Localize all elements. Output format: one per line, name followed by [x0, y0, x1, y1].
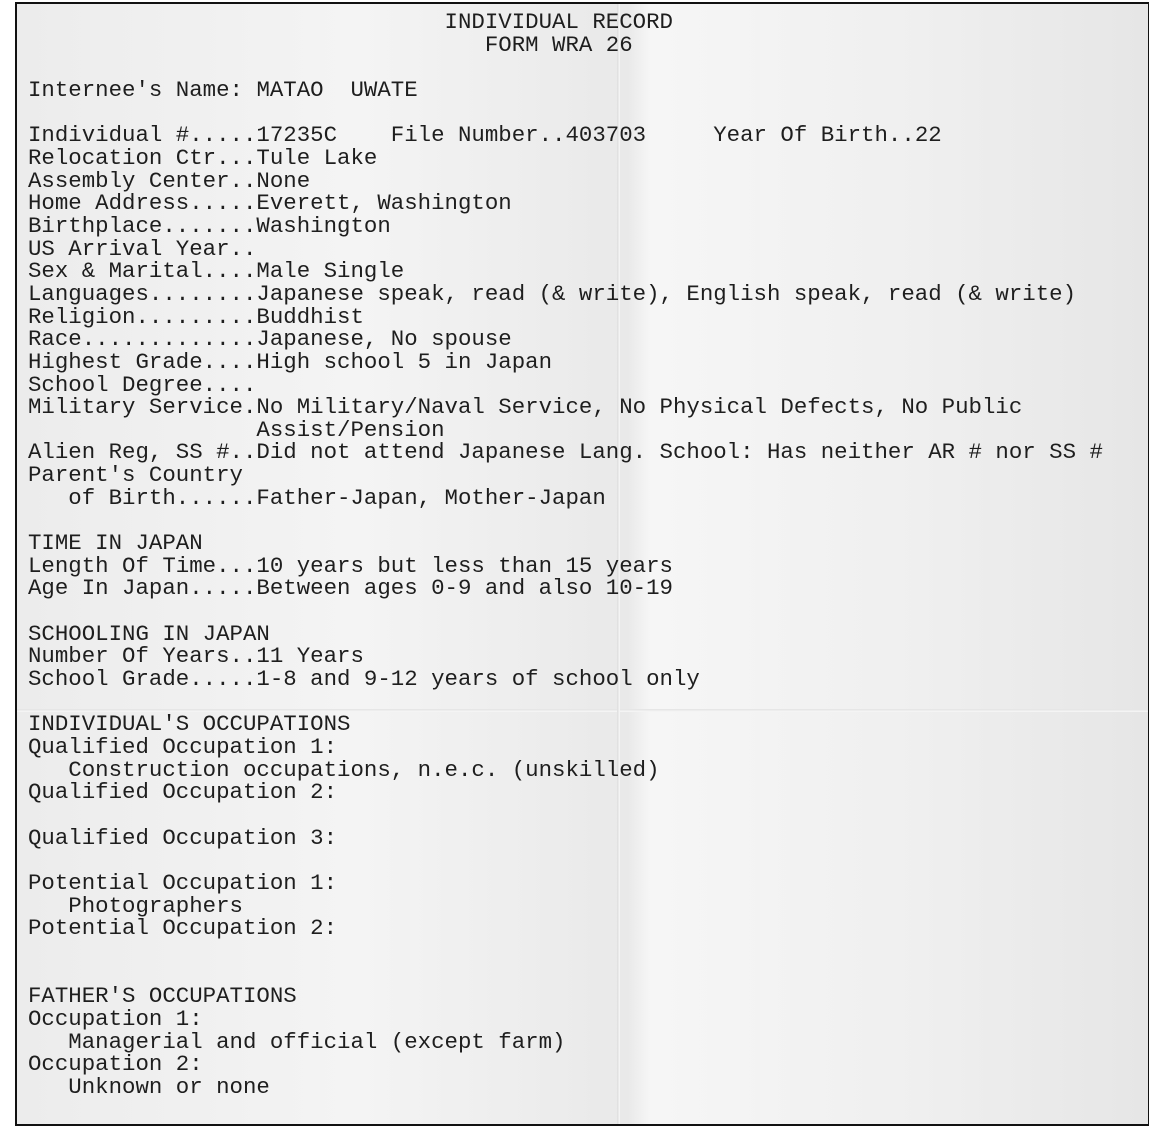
name-label: Internee's Name:: [28, 76, 243, 103]
individual-value: 17235C: [256, 122, 338, 149]
field-line: [28, 371, 1138, 398]
field-value: 11 Years: [256, 643, 364, 670]
field-label: School Grade.....: [28, 666, 257, 693]
field-value: None: [256, 167, 311, 194]
field-label: Alien Reg, SS #..: [28, 439, 257, 466]
field-line: [28, 441, 1138, 464]
qualified-occupation-1-value: Construction occupations, n.e.c. (unskilled): [68, 756, 660, 783]
field-value: 10 years but less than 15 years: [256, 552, 673, 579]
field-line: [28, 328, 1138, 351]
parent-country-label: Parent's Country: [28, 462, 243, 489]
field-value: No Military/Naval Service, No Physical Defects, No Public: [256, 394, 1023, 421]
field-value: Japanese, No spouse: [256, 326, 512, 353]
field-label: Relocation Ctr...: [28, 144, 257, 171]
field-label: School Degree....: [28, 371, 257, 398]
individual-label: Individual #.....: [28, 122, 257, 149]
field-line: [28, 484, 1138, 511]
section-heading: TIME IN JAPAN: [28, 530, 203, 557]
section-heading: FATHER'S OCCUPATIONS: [28, 983, 297, 1010]
field-value: Washington: [256, 212, 391, 239]
field-label: US Arrival Year..: [28, 235, 257, 262]
field-line: [28, 577, 1138, 600]
potential-occupation-1-value: Photographers: [68, 892, 243, 919]
field-value: Japanese speak, read (& write), English speak, read (& write): [256, 280, 1077, 307]
father-occupation-1-value: Managerial and official (except farm): [68, 1028, 566, 1055]
field-value: Assist/Pension: [256, 416, 445, 443]
field-value: High school 5 in Japan: [256, 348, 553, 375]
file-label: File Number..: [390, 122, 566, 149]
field-label: Age In Japan.....: [28, 575, 257, 602]
field-label: Home Address.....: [28, 190, 257, 217]
document-page: [15, 2, 1149, 1126]
field-value: 1-8 and 9-12 years of school only: [256, 666, 700, 693]
father-occupation-2-value: Unknown or none: [68, 1073, 270, 1100]
field-label: Military Service.: [28, 394, 257, 421]
record-text: [28, 11, 1138, 1099]
field-line: [28, 416, 1138, 443]
field-line: [28, 192, 1138, 215]
field-label: Languages........: [28, 280, 257, 307]
field-line: [28, 280, 1138, 307]
field-value: Father-Japan, Mother-Japan: [256, 484, 606, 511]
yob-value: 22: [914, 122, 942, 149]
field-label: Sex & Marital....: [28, 258, 257, 285]
field-label: Number Of Years..: [28, 643, 257, 670]
father-occupation-1-label: Occupation 1:: [28, 1005, 203, 1032]
field-line: [28, 303, 1138, 330]
potential-occupation-1-label: Potential Occupation 1:: [28, 869, 338, 896]
field-label: of Birth......: [28, 484, 257, 511]
form-number: FORM WRA 26: [484, 31, 633, 58]
yob-label: Year Of Birth..: [713, 122, 915, 149]
field-label: Highest Grade....: [28, 348, 257, 375]
field-line: [28, 260, 1138, 283]
field-value: Male Single: [256, 258, 405, 285]
potential-occupation-2-label: Potential Occupation 2:: [28, 915, 338, 942]
field-line: [28, 167, 1138, 194]
section-heading: INDIVIDUAL'S OCCUPATIONS: [28, 711, 351, 738]
field-line: [28, 348, 1138, 375]
id-line: [28, 124, 1138, 147]
qualified-occupation-3-label: Qualified Occupation 3:: [28, 824, 338, 851]
field-line: [28, 235, 1138, 262]
field-label: Race.............: [28, 326, 257, 353]
file-value: 403703: [565, 122, 647, 149]
qualified-occupation-2-label: Qualified Occupation 2:: [28, 779, 338, 806]
field-value: Between ages 0-9 and also 10-19: [256, 575, 673, 602]
field-label: Length Of Time...: [28, 552, 257, 579]
field-label: Birthplace.......: [28, 212, 257, 239]
internee-name: [28, 76, 1138, 103]
field-label: Assembly Center..: [28, 167, 257, 194]
document-title: INDIVIDUAL RECORD: [444, 9, 673, 35]
field-line: [28, 668, 1138, 691]
field-value: Buddhist: [256, 303, 364, 330]
field-line: [28, 552, 1138, 579]
name-value: MATAO UWATE: [256, 76, 418, 103]
field-line: [28, 645, 1138, 668]
field-line: [28, 396, 1138, 419]
father-occupation-2-label: Occupation 2:: [28, 1051, 203, 1078]
field-value: Everett, Washington: [256, 190, 512, 217]
field-value: Tule Lake: [256, 144, 378, 171]
section-heading: SCHOOLING IN JAPAN: [28, 620, 270, 647]
field-line: [28, 212, 1138, 239]
qualified-occupation-1-label: Qualified Occupation 1:: [28, 734, 338, 760]
field-line: [28, 144, 1138, 171]
field-value: Did not attend Japanese Lang. School: Has neither AR # nor SS #: [256, 439, 1103, 466]
field-label: Religion.........: [28, 303, 257, 330]
